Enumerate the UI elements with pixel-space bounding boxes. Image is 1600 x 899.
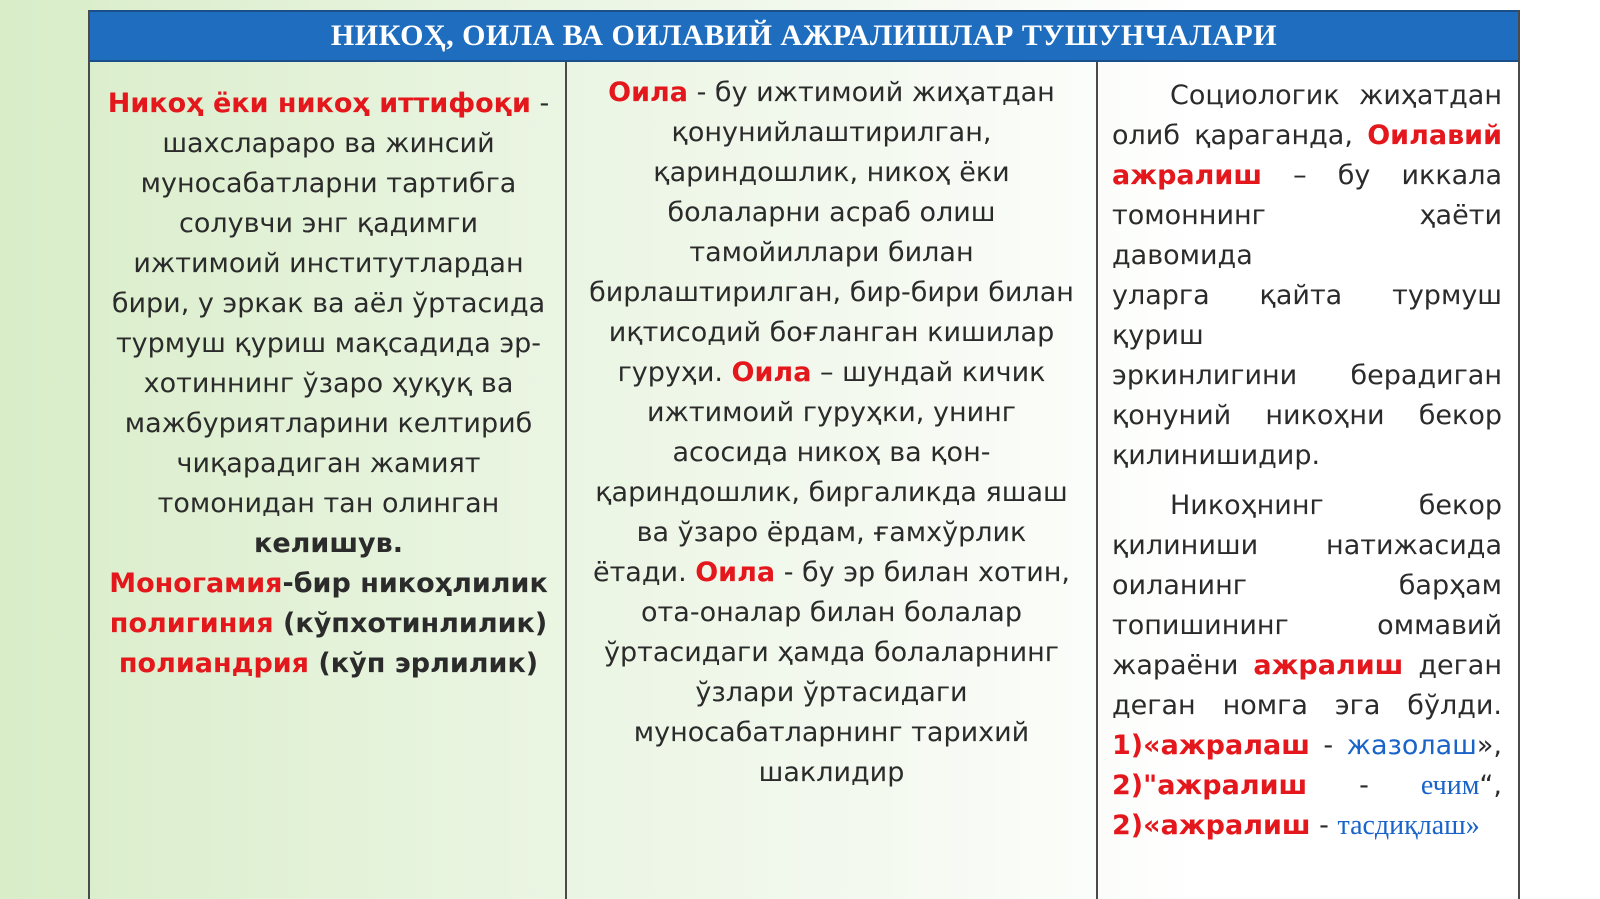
family-term-2: Оила [731,357,812,388]
divorce-term-cont: ажралиш [1112,160,1263,191]
divorce-column [1098,62,1518,899]
family-text-1: - бу ижтимоий жиҳатдан қонунийлаштирилган, қариндошлик, никоҳ ёки болаларни асраб олиш тамойиллари билан бирлаштирилган, бир-бири билан иқтисодий боғланган кишилар гуруҳи. [589,77,1074,388]
item-term: 2)"ажралиш [1112,770,1308,801]
divorce-line [1112,156,1502,196]
polygyny-line [106,604,551,644]
item-term: 1)«ажралаш [1112,730,1310,761]
divorce-line: деган номга эга бўлди. [1112,690,1502,721]
divorce-line: қонуний никоҳни бекор [1112,400,1502,431]
family-definition [589,73,1074,793]
monogamy-desc: -бир никоҳлилик [282,568,548,599]
divorce-line-text: олиб қараганда, [1112,120,1353,151]
divorce-item-1 [1112,726,1502,766]
polyandry-term: полиандрия [118,648,310,679]
divorce-line: Социологик жиҳатдан [1170,80,1502,111]
polyandry-desc: (кўп эрлилик) [309,648,539,679]
item-end: “, [1479,770,1502,801]
item-meaning: ечим [1420,770,1480,801]
family-text-3: - бу эр билан хотин, ота-оналар билан болалар ўртасидаги ҳамда болаларнинг ўзлари ўртасидаги муносабатларнинг тарихий шаклидир [604,557,1071,788]
slide-title: НИКОҲ, ОИЛА ВА ОИЛАВИЙ АЖРАЛИШЛАР ТУШУНЧАЛАРИ [330,19,1278,52]
item-dash: - [1309,730,1347,761]
family-column [567,62,1098,899]
marriage-definition-text: шахслараро ва жинсий муносабатларни тартибга солувчи энг қадимги ижтимоий институтлардан бири, у эркак ва аёл ўртасида турмуш қуриш мақсадида эр-хотиннинг ўзаро ҳуқуқ ва мажбуриятларини келтириб чиқарадиган жамият томонидан тан олинган [111,128,546,519]
item-meaning: жазолаш [1346,730,1477,761]
item-end: », [1476,730,1502,761]
divorce-paragraph-2 [1112,486,1502,846]
divorce-item-3 [1112,806,1502,846]
divorce-item-2 [1112,766,1502,806]
divorce-line: Никоҳнинг бекор [1170,490,1502,521]
family-term-3: Оила [695,557,776,588]
family-text-2: – шундай кичик ижтимоий гуруҳки, унинг асосида никоҳ ва қон-қариндошлик, биргаликда яшаш ва ўзаро ёрдам, ғамхўрлик ётади. [592,357,1068,588]
item-dash: - [1307,770,1421,801]
concepts-table [88,10,1520,899]
polygyny-term: полигиния [109,608,274,639]
divorce-term: Оилавий [1367,120,1502,151]
divorce-line-text: жараёни [1112,650,1254,681]
divorce-line: қилинишидир. [1112,440,1321,471]
marriage-term: Никоҳ ёки никоҳ иттифоқи [107,88,531,119]
divorce-line: уларга қайта турмуш қуриш [1112,280,1502,351]
item-term: 2)«ажралиш [1112,810,1311,841]
divorce-line: томоннинг ҳаёти давомида [1112,200,1502,271]
marriage-column [90,62,567,899]
table-header [90,10,1518,62]
divorce-line: қилиниши натижасида [1112,530,1502,561]
monogamy-term: Моногамия [109,568,283,599]
marriage-definition [106,84,551,564]
divorce-line-text: деган [1403,650,1502,681]
polyandry-line [106,644,551,684]
item-meaning: тасдиқлаш» [1337,810,1480,841]
divorce-line: эркинлигини берадиган [1112,360,1502,391]
divorce-line [1112,116,1502,156]
divorce-line [1112,646,1502,686]
divorce-line-text: – бу иккала [1262,160,1502,191]
family-term-1: Оила [608,77,689,108]
marriage-dash: - [530,88,550,119]
divorce-line: оиланинг барҳам [1112,570,1502,601]
monogamy-line [106,564,551,604]
divorce-term-ajralish: ажралиш [1253,650,1404,681]
polygyny-desc: (кўпхотинлилик) [273,608,548,639]
marriage-definition-bold: келишув. [254,528,403,559]
divorce-line: топишининг оммавий [1112,610,1502,641]
item-dash: - [1310,810,1338,841]
divorce-paragraph-1 [1112,76,1502,476]
